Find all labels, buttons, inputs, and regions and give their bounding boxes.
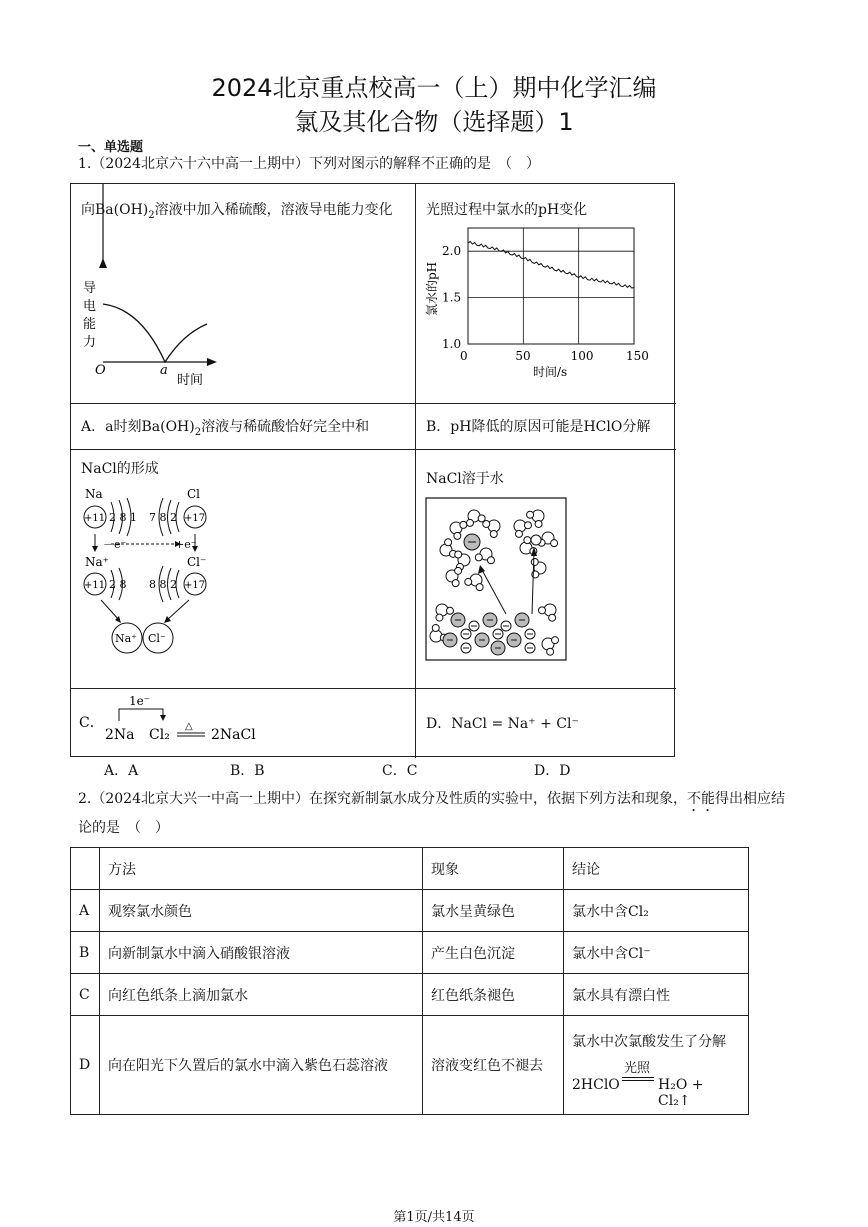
na-ion-label: Na⁺ xyxy=(85,555,109,569)
choice-c[interactable]: C．C xyxy=(382,763,418,779)
cell-d-caption: NaCl溶于水 xyxy=(426,471,504,487)
graph-a-origin: O xyxy=(95,363,106,378)
table-header-row xyxy=(71,848,749,890)
water-hydrogen xyxy=(552,637,559,644)
na-atom-label: Na xyxy=(85,487,103,501)
water-hydrogen xyxy=(436,614,443,621)
nacl-dissolving-diagram xyxy=(416,450,676,689)
option-d-cell xyxy=(416,689,676,758)
water-hydrogen xyxy=(432,625,439,632)
water-hydrogen xyxy=(445,539,452,546)
cell-d-diagram xyxy=(416,450,676,689)
option-a-text: A．a时刻$Ba(OH)_2$溶液与稀硫酸恰好完全中和 xyxy=(81,419,370,438)
water-hydrogen xyxy=(547,648,554,655)
water-hydrogen xyxy=(454,532,461,539)
heat-condition: △ xyxy=(185,721,193,732)
row-key: C xyxy=(71,974,100,1016)
choice-a[interactable]: A．A xyxy=(104,763,139,779)
water-hydrogen xyxy=(531,558,538,565)
cl-core: +17 xyxy=(184,513,206,524)
page-title: 2024北京重点校高一（上）期中化学汇编 xyxy=(211,74,657,102)
na-plus-ion: Na⁺ xyxy=(115,632,137,645)
electron-gain: +e⁻ xyxy=(175,538,197,551)
water-hydrogen xyxy=(524,522,531,529)
na-core: +11 xyxy=(84,513,106,524)
y-axis-label: 氯水的pH xyxy=(425,261,439,316)
water-hydrogen xyxy=(455,567,462,574)
cl-ion-label: Cl⁻ xyxy=(187,555,207,569)
electron-transfer: 1e⁻ xyxy=(129,694,151,708)
x-tick-label: 0 xyxy=(460,349,468,363)
water-hydrogen xyxy=(460,521,467,528)
x-axis-label: 时间/s xyxy=(533,365,568,379)
graph-a-ylabel-3: 能 xyxy=(83,317,97,332)
option-b-text: B．pH降低的原因可能是HClO分解 xyxy=(426,419,651,435)
water-hydrogen xyxy=(465,578,472,585)
water-hydrogen xyxy=(475,554,482,561)
section-heading: 一、单选题 xyxy=(78,140,144,155)
eq-left: 2HClO xyxy=(572,1077,620,1093)
option-c-equation xyxy=(71,689,416,758)
option-d-text: D．NaCl = Na⁺ + Cl⁻ xyxy=(426,716,579,732)
x-tick-label: 50 xyxy=(515,349,531,363)
water-hydrogen xyxy=(483,520,490,527)
water-hydrogen xyxy=(535,520,542,527)
row-key: B xyxy=(71,932,100,974)
eq-sign xyxy=(622,1077,654,1081)
header-method: 方法 xyxy=(100,848,423,890)
water-hydrogen xyxy=(476,584,483,591)
eq-right: H₂O + Cl₂↑ xyxy=(658,1077,704,1109)
water-hydrogen xyxy=(549,614,556,621)
electron-loss: －e⁻ xyxy=(103,538,127,551)
ph-series-line xyxy=(468,241,634,288)
na-ion-shells: 2 8 xyxy=(109,578,127,591)
water-hydrogen xyxy=(527,511,534,518)
cell-b-caption: 光照过程中氯水的pH变化 xyxy=(426,202,588,218)
row-conclusion: 氯水中含Cl⁻ xyxy=(564,932,749,974)
water-hydrogen xyxy=(490,530,497,537)
cl-ion-core: +17 xyxy=(184,580,206,591)
table-row xyxy=(71,932,749,974)
reactant-cl2: Cl₂ xyxy=(149,727,170,743)
option-c-label: C． xyxy=(79,715,104,731)
ph-chart xyxy=(416,184,676,404)
emphasis-not: 不能 xyxy=(686,791,715,807)
dissolve-arrow xyxy=(482,570,506,614)
eq-condition: 光照 xyxy=(624,1061,651,1076)
question-2-stem: 2.（2024北京大兴一中高一上期中）在探究新制氯水成分及性质的实验中，依据下列方法和现象，不能得出相应结论的是 （ ） xyxy=(78,791,785,836)
water-hydrogen xyxy=(539,607,546,614)
question-1-grid xyxy=(70,183,675,757)
graph-a-xlabel: 时间 xyxy=(177,373,204,388)
cell-b-chart xyxy=(416,184,676,404)
plot-frame xyxy=(468,228,634,344)
water-hydrogen xyxy=(524,537,531,544)
water-hydrogen xyxy=(466,519,473,526)
header-phenomenon: 现象 xyxy=(423,848,564,890)
reactant-na: 2Na xyxy=(105,727,135,743)
row-method: 向新制氯水中滴入硝酸银溶液 xyxy=(100,932,423,974)
header-conclusion: 结论 xyxy=(564,848,749,890)
conductivity-graph xyxy=(71,184,416,404)
graph-a-ylabel-1: 导 xyxy=(83,281,97,296)
water-hydrogen xyxy=(487,557,494,564)
option-c-cell xyxy=(71,689,416,758)
row-conclusion: 氯水具有漂白性 xyxy=(564,974,749,1016)
x-tick-label: 150 xyxy=(626,349,649,363)
row-phenomenon: 溶液变红色不褪去 xyxy=(423,1016,564,1115)
water-hydrogen xyxy=(446,607,453,614)
row-method: 向红色纸条上滴加氯水 xyxy=(100,974,423,1016)
row-phenomenon: 产生白色沉淀 xyxy=(423,932,564,974)
option-a-cell xyxy=(71,404,416,450)
water-hydrogen xyxy=(452,580,459,587)
graph-a-ylabel-4: 力 xyxy=(83,335,97,350)
y-tick-label: 1.0 xyxy=(442,337,462,351)
na-shells: 2 8 1 xyxy=(109,511,137,524)
na-ion-core: +11 xyxy=(84,580,106,591)
option-b-cell xyxy=(416,404,676,450)
y-tick-label: 1.5 xyxy=(442,290,462,305)
water-hydrogen xyxy=(515,530,522,537)
cl-minus-ion: Cl⁻ xyxy=(148,632,166,645)
row-conclusion xyxy=(564,1016,749,1115)
table-row xyxy=(71,974,749,1016)
nacl-formation-diagram xyxy=(71,450,416,689)
row-method: 观察氯水颜色 xyxy=(100,890,423,932)
question-2-table xyxy=(70,847,749,1115)
row-phenomenon: 红色纸条褪色 xyxy=(423,974,564,1016)
cl-ion-shells: 8 8 2 xyxy=(149,578,177,591)
product-nacl: 2NaCl xyxy=(211,727,256,743)
choice-b[interactable]: B．B xyxy=(230,763,265,779)
row-phenomenon: 氯水呈黄绿色 xyxy=(423,890,564,932)
cell-c-caption: NaCl的形成 xyxy=(81,461,159,477)
row-conclusion: 氯水中含Cl₂ xyxy=(564,890,749,932)
cl-shells: 7 8 2 xyxy=(149,511,177,524)
choice-d[interactable]: D．D xyxy=(534,763,571,779)
water-hydrogen xyxy=(455,551,462,558)
cell-a-graph xyxy=(71,184,416,404)
cl-atom-label: Cl xyxy=(187,487,201,501)
row-key: D xyxy=(71,1016,100,1115)
question-1-stem: 1.（2024北京六十六中高一上期中）下列对图示的解释不正确的是 （ ） xyxy=(78,156,540,172)
row-key: A xyxy=(71,890,100,932)
conclusion-text: 氯水中次氯酸发生了分解 xyxy=(572,1034,726,1050)
header-key xyxy=(71,848,100,890)
graph-a-ylabel-2: 电 xyxy=(83,299,97,314)
x-tick-label: 100 xyxy=(570,349,594,363)
sodium-ion-hydrated xyxy=(531,535,541,545)
table-row xyxy=(71,1016,749,1115)
cell-a-caption: 向$Ba(OH)_2$溶液中加入稀硫酸，溶液导电能力变化 xyxy=(81,202,393,221)
table-row xyxy=(71,890,749,932)
water-hydrogen xyxy=(551,540,558,547)
graph-a-point: a xyxy=(160,363,168,378)
page-footer: 第1页/共14页 xyxy=(393,1210,475,1225)
row-method: 向在阳光下久置后的氯水中滴入紫色石蕊溶液 xyxy=(100,1016,423,1115)
decomposition-equation xyxy=(572,1055,740,1109)
cell-c-diagram xyxy=(71,450,416,689)
y-tick-label: 2.0 xyxy=(442,244,462,259)
page-subtitle: 氯及其化合物（选择题）1 xyxy=(294,108,574,136)
